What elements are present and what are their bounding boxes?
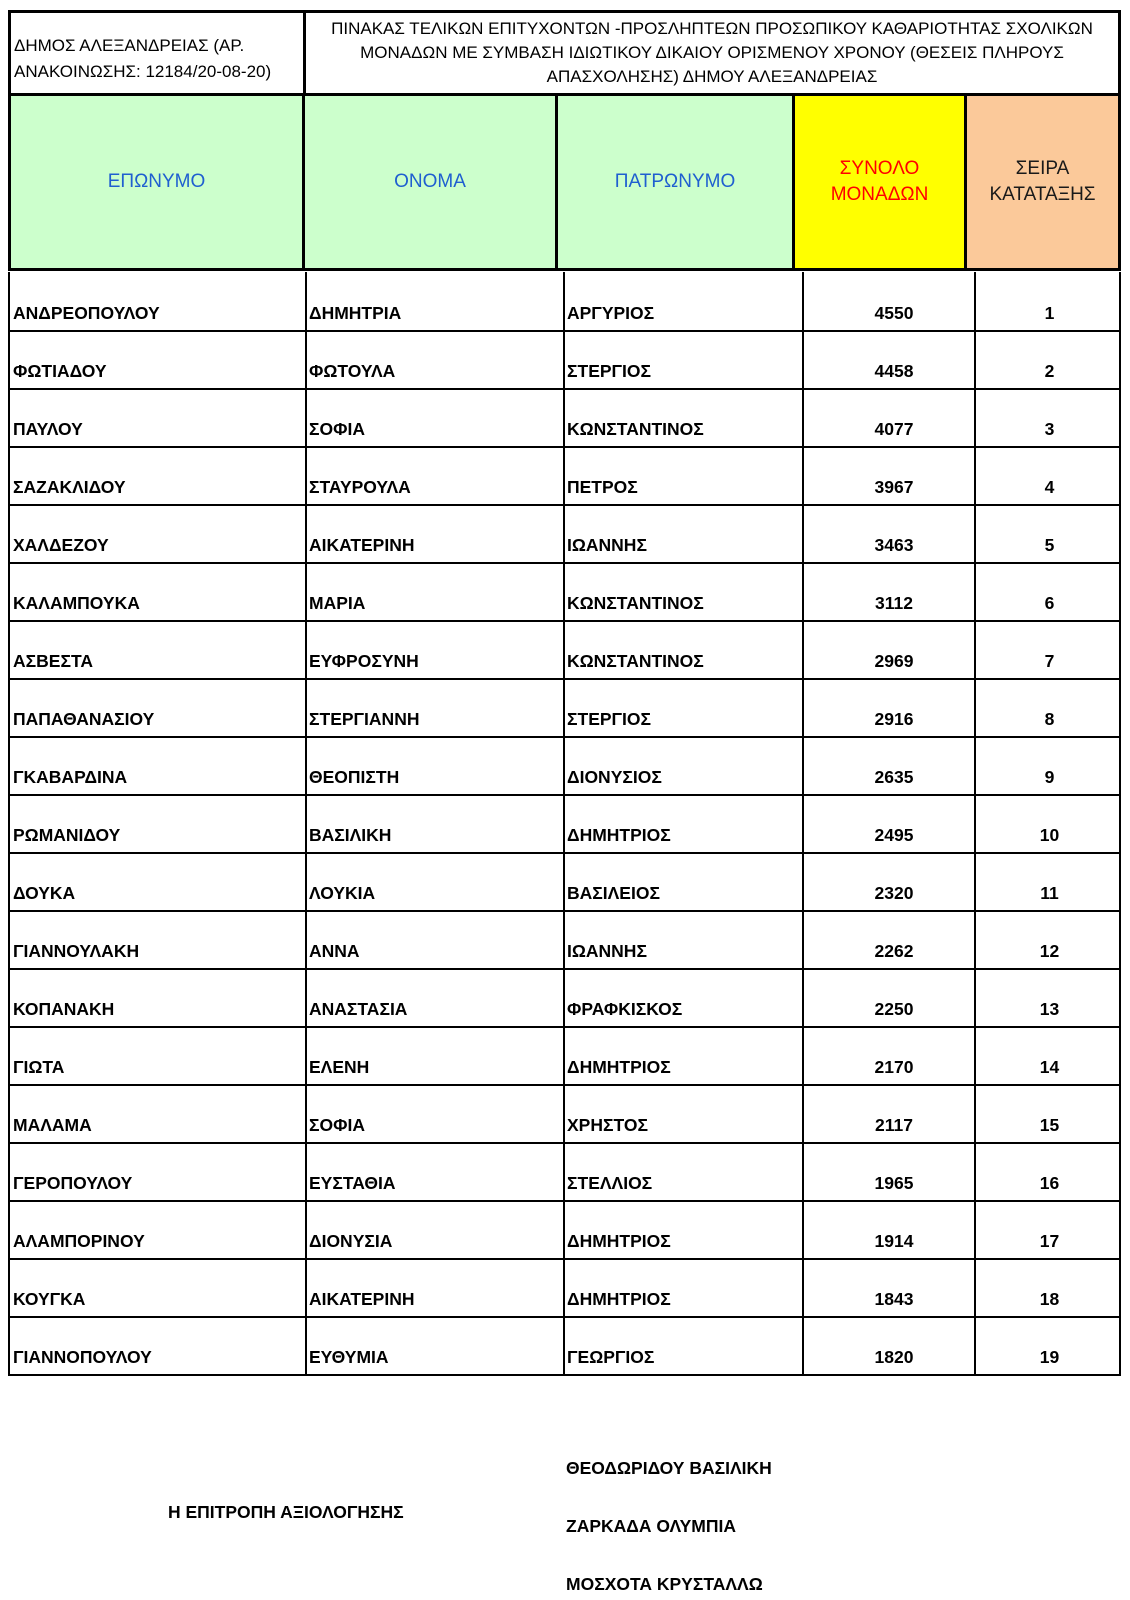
table-row — [8, 968, 1121, 1028]
table-row — [8, 446, 1121, 506]
surname-cell: ΚΟΥΓΚΑ — [8, 1258, 305, 1316]
name-cell: ΑΙΚΑΤΕΡΙΝΗ — [305, 1258, 563, 1316]
table-row — [8, 910, 1121, 970]
committee-member-1: ΘΕΟΔΩΡΙΔΟΥ ΒΑΣΙΛΙΚΗ — [566, 1458, 772, 1478]
points-cell: 2250 — [802, 968, 974, 1026]
rank-cell: 7 — [974, 620, 1121, 678]
points-cell: 4458 — [802, 330, 974, 388]
points-cell: 1820 — [802, 1316, 974, 1374]
name-cell: ΣΟΦΙΑ — [305, 388, 563, 446]
father-cell: ΙΩΑΝΝΗΣ — [563, 504, 802, 562]
committee-label: Η ΕΠΙΤΡΟΠΗ ΑΞΙΟΛΟΓΗΣΗΣ — [168, 1502, 404, 1522]
col-header-surname — [8, 93, 305, 271]
surname-cell: ΣΑΖΑΚΛΙΔΟΥ — [8, 446, 305, 504]
col-header-father — [555, 93, 795, 271]
surname-cell: ΠΑΠΑΘΑΝΑΣΙΟΥ — [8, 678, 305, 736]
table-row — [8, 504, 1121, 564]
table-row — [8, 736, 1121, 796]
points-cell: 3967 — [802, 446, 974, 504]
table-row — [8, 620, 1121, 680]
points-cell: 4550 — [802, 272, 974, 330]
father-cell: ΔΗΜΗΤΡΙΟΣ — [563, 1258, 802, 1316]
father-cell: ΣΤΕΡΓΙΟΣ — [563, 678, 802, 736]
rank-cell: 3 — [974, 388, 1121, 446]
rank-cell: 5 — [974, 504, 1121, 562]
col-header-rank-line-1: ΣΕΙΡΑ — [1015, 158, 1070, 179]
surname-cell: ΑΛΑΜΠΟΡΙΝΟΥ — [8, 1200, 305, 1258]
rank-cell: 11 — [974, 852, 1121, 910]
committee-member-2: ΖΑΡΚΑΔΑ ΟΛΥΜΠΙΑ — [566, 1516, 736, 1536]
name-cell: ΜΑΡΙΑ — [305, 562, 563, 620]
table-row — [8, 330, 1121, 390]
name-cell: ΑΝΑΣΤΑΣΙΑ — [305, 968, 563, 1026]
name-cell: ΔΙΟΝΥΣΙΑ — [305, 1200, 563, 1258]
col-header-surname-label: ΕΠΩΝΥΜΟ — [107, 171, 206, 192]
name-cell: ΕΥΘΥΜΙΑ — [305, 1316, 563, 1374]
surname-cell: ΧΑΛΔΕΖΟΥ — [8, 504, 305, 562]
rank-cell: 13 — [974, 968, 1121, 1026]
rank-cell: 2 — [974, 330, 1121, 388]
col-header-father-label: ΠΑΤΡΩΝΥΜΟ — [614, 171, 736, 192]
points-cell: 1965 — [802, 1142, 974, 1200]
father-cell: ΠΕΤΡΟΣ — [563, 446, 802, 504]
surname-cell: ΚΟΠΑΝΑΚΗ — [8, 968, 305, 1026]
name-cell: ΛΟΥΚΙΑ — [305, 852, 563, 910]
name-cell: ΣΤΑΥΡΟΥΛΑ — [305, 446, 563, 504]
table-row — [8, 1316, 1121, 1376]
rank-cell: 18 — [974, 1258, 1121, 1316]
rank-cell: 12 — [974, 910, 1121, 968]
title-line-1: ΠΙΝΑΚΑΣ ΤΕΛΙΚΩΝ ΕΠΙΤΥΧΟΝΤΩΝ -ΠΡΟΣΛΗΠΤΕΩΝ ΠΡΟΣΩΠΙΚΟΥ ΚΑΘΑΡΙΟΤΗΤΑΣ ΣΧΟΛΙΚΩΝ — [331, 19, 1093, 38]
col-header-points — [792, 93, 967, 271]
father-cell: ΚΩΝΣΤΑΝΤΙΝΟΣ — [563, 562, 802, 620]
surname-cell: ΓΕΡΟΠΟΥΛΟΥ — [8, 1142, 305, 1200]
name-cell: ΦΩΤΟΥΛΑ — [305, 330, 563, 388]
points-cell: 2495 — [802, 794, 974, 852]
father-cell: ΦΡΑΦΚΙΣΚΟΣ — [563, 968, 802, 1026]
father-cell: ΓΕΩΡΓΙΟΣ — [563, 1316, 802, 1374]
table-row — [8, 562, 1121, 622]
name-cell: ΘΕΟΠΙΣΤΗ — [305, 736, 563, 794]
name-cell: ΔΗΜΗΤΡΙΑ — [305, 272, 563, 330]
col-header-name-label: ΟΝΟΜΑ — [394, 171, 466, 192]
col-header-rank-line-2: ΚΑΤΑΤΑΞΗΣ — [989, 184, 1096, 205]
rank-cell: 19 — [974, 1316, 1121, 1374]
rank-cell: 16 — [974, 1142, 1121, 1200]
col-header-points-line-2: ΜΟΝΑΔΩΝ — [830, 184, 929, 205]
table-row — [8, 272, 1121, 332]
surname-cell: ΑΝΔΡΕΟΠΟΥΛΟΥ — [8, 272, 305, 330]
points-cell: 2320 — [802, 852, 974, 910]
rank-cell: 14 — [974, 1026, 1121, 1084]
points-cell: 2117 — [802, 1084, 974, 1142]
rank-cell: 17 — [974, 1200, 1121, 1258]
rank-cell: 9 — [974, 736, 1121, 794]
surname-cell: ΠΑΥΛΟΥ — [8, 388, 305, 446]
surname-cell: ΓΙΑΝΝΟΠΟΥΛΟΥ — [8, 1316, 305, 1374]
col-header-points-line-1: ΣΥΝΟΛΟ — [839, 158, 920, 179]
name-cell: ΕΥΣΤΑΘΙΑ — [305, 1142, 563, 1200]
name-cell: ΒΑΣΙΛΙΚΗ — [305, 794, 563, 852]
surname-cell: ΚΑΛΑΜΠΟΥΚΑ — [8, 562, 305, 620]
father-cell: ΔΗΜΗΤΡΙΟΣ — [563, 1200, 802, 1258]
title-line-3: ΑΠΑΣΧΟΛΗΣΗΣ) ΔΗΜΟΥ ΑΛΕΞΑΝΔΡΕΙΑΣ — [546, 67, 878, 86]
name-cell: ΣΟΦΙΑ — [305, 1084, 563, 1142]
father-cell: ΚΩΝΣΤΑΝΤΙΝΟΣ — [563, 620, 802, 678]
points-cell: 3112 — [802, 562, 974, 620]
surname-cell: ΜΑΛΑΜΑ — [8, 1084, 305, 1142]
name-cell: ΣΤΕΡΓΙΑΝΝΗ — [305, 678, 563, 736]
father-cell: ΧΡΗΣΤΟΣ — [563, 1084, 802, 1142]
father-cell: ΔΗΜΗΤΡΙΟΣ — [563, 794, 802, 852]
name-cell: ΑΙΚΑΤΕΡΙΝΗ — [305, 504, 563, 562]
authority-cell — [8, 10, 306, 96]
name-cell: ΕΛΕΝΗ — [305, 1026, 563, 1084]
surname-cell: ΓΙΑΝΝΟΥΛΑΚΗ — [8, 910, 305, 968]
points-cell: 2916 — [802, 678, 974, 736]
table-row — [8, 794, 1121, 854]
surname-cell: ΔΟΥΚΑ — [8, 852, 305, 910]
table-row — [8, 388, 1121, 448]
authority-line-1: ΔΗΜΟΣ ΑΛΕΞΑΝΔΡΕΙΑΣ (ΑΡ. — [14, 36, 245, 55]
father-cell: ΑΡΓΥΡΙΟΣ — [563, 272, 802, 330]
father-cell: ΚΩΝΣΤΑΝΤΙΝΟΣ — [563, 388, 802, 446]
surname-cell: ΦΩΤΙΑΔΟΥ — [8, 330, 305, 388]
surname-cell: ΓΙΩΤΑ — [8, 1026, 305, 1084]
rank-cell: 10 — [974, 794, 1121, 852]
document-title — [303, 10, 1121, 96]
father-cell: ΙΩΑΝΝΗΣ — [563, 910, 802, 968]
table-row — [8, 852, 1121, 912]
father-cell: ΒΑΣΙΛΕΙΟΣ — [563, 852, 802, 910]
name-cell: ΕΥΦΡΟΣΥΝΗ — [305, 620, 563, 678]
rank-cell: 8 — [974, 678, 1121, 736]
table-row — [8, 1200, 1121, 1260]
rank-cell: 15 — [974, 1084, 1121, 1142]
table-row — [8, 1084, 1121, 1144]
father-cell: ΔΗΜΗΤΡΙΟΣ — [563, 1026, 802, 1084]
surname-cell: ΓΚΑΒΑΡΔΙΝΑ — [8, 736, 305, 794]
points-cell: 1843 — [802, 1258, 974, 1316]
name-cell: ΑΝΝΑ — [305, 910, 563, 968]
points-cell: 2635 — [802, 736, 974, 794]
rank-cell: 1 — [974, 272, 1121, 330]
father-cell: ΣΤΕΛΛΙΟΣ — [563, 1142, 802, 1200]
table-row — [8, 1258, 1121, 1318]
points-cell: 2170 — [802, 1026, 974, 1084]
table-row — [8, 678, 1121, 738]
points-cell: 2969 — [802, 620, 974, 678]
points-cell: 2262 — [802, 910, 974, 968]
col-header-rank — [964, 93, 1121, 271]
father-cell: ΔΙΟΝΥΣΙΟΣ — [563, 736, 802, 794]
table-row — [8, 1142, 1121, 1202]
title-line-2: ΜΟΝΑΔΩΝ ΜΕ ΣΥΜΒΑΣΗ ΙΔΙΩΤΙΚΟΥ ΔΙΚΑΙΟΥ ΟΡΙΣΜΕΝΟΥ ΧΡΟΝΟΥ (ΘΕΣΕΙΣ ΠΛΗΡΟΥΣ — [360, 43, 1064, 62]
father-cell: ΣΤΕΡΓΙΟΣ — [563, 330, 802, 388]
rank-cell: 4 — [974, 446, 1121, 504]
points-cell: 1914 — [802, 1200, 974, 1258]
points-cell: 3463 — [802, 504, 974, 562]
surname-cell: ΡΩΜΑΝΙΔΟΥ — [8, 794, 305, 852]
points-cell: 4077 — [802, 388, 974, 446]
surname-cell: ΑΣΒΕΣΤΑ — [8, 620, 305, 678]
rank-cell: 6 — [974, 562, 1121, 620]
table-row — [8, 1026, 1121, 1086]
col-header-name — [302, 93, 558, 271]
committee-member-3: ΜΟΣΧΟΤΑ ΚΡΥΣΤΑΛΛΩ — [566, 1574, 763, 1594]
authority-line-2: ΑΝΑΚΟΙΝΩΣΗΣ: 12184/20-08-20) — [14, 62, 272, 81]
